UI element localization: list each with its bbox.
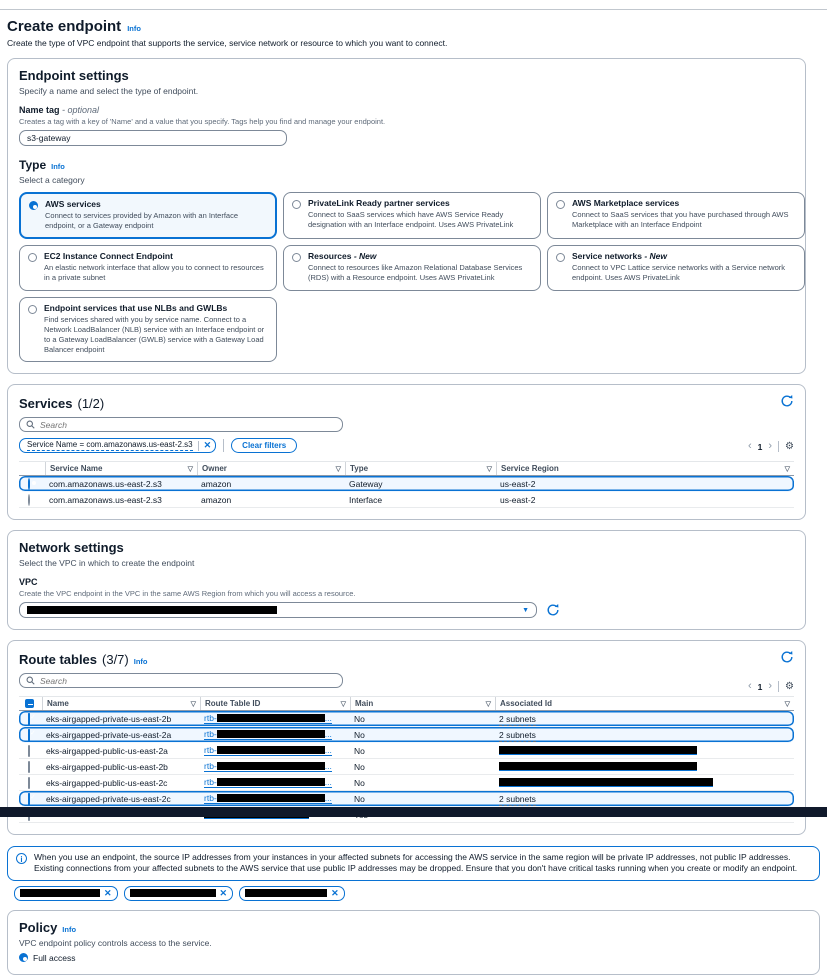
col-type[interactable]: Type ▽ [345,462,496,475]
sort-icon[interactable]: ▽ [340,700,346,708]
filter-divider [223,439,224,452]
sort-icon[interactable]: ▽ [784,700,790,708]
redacted-subnet-id [20,889,100,897]
route-table-row[interactable]: eks-airgapped-public-us-east-2c rtb- ... No [19,775,794,791]
name-tag-input[interactable] [19,130,287,146]
bottom-dark-bar [0,807,827,817]
region-cell: us-east-2 [500,494,536,505]
col-associated-id[interactable]: Associated Id ▽ [495,697,794,710]
radio-icon[interactable] [28,494,30,506]
filter-token-text: Service Name = com.amazonaws.us-east-2.s3 [27,440,193,449]
service-row[interactable] [19,492,794,508]
type-cell: Gateway [349,478,383,489]
service-name-cell: com.amazonaws.us-east-2.s3 [49,494,162,505]
sort-icon[interactable]: ▽ [784,465,790,473]
checkbox-icon[interactable] [28,745,30,757]
tile-title: Service networks - New [572,251,667,262]
type-tile-grid [19,192,809,362]
tile-title: EC2 Instance Connect Endpoint [44,251,173,262]
refresh-icon[interactable] [546,603,560,617]
route-tables-search[interactable] [19,673,343,688]
route-tables-search-input[interactable] [40,676,336,686]
endpoint-settings-title: Endpoint settings [19,68,129,83]
tile-desc: Connect to VPC Lattice service networks with a Service network endpoint. Uses AWS PrivateLink [572,263,786,283]
col-name[interactable]: Name ▽ [42,697,200,710]
vpc-label: VPC [19,577,38,587]
policy-subtitle: VPC endpoint policy controls access to the service. [19,937,212,948]
tile-title: PrivateLink Ready partner services [308,198,450,208]
col-main[interactable]: Main ▽ [350,697,495,710]
route-tables-header [19,696,794,711]
network-settings-subtitle: Select the VPC in which to create the endpoint [19,558,195,568]
name-tag-optional: - optional [62,105,100,115]
main-cell: No [354,729,365,740]
token-dismiss-icon[interactable]: ✕ [331,887,339,898]
subnet-token[interactable] [124,886,234,901]
redacted-associated-id [499,746,697,754]
token-dismiss-icon[interactable]: ✕ [104,887,112,898]
alert-text: When you use an endpoint, the source IP addresses from your instances in your affected subnets for accessing the AWS service in the same region will be private IP addresses, not public IP addresses. Existing connections from your affected subnets to the AWS service that use public IP addresses may be dropped. Ensure that you don't have critical tasks running when you create or modify an endpoint. [34,852,798,874]
refresh-icon[interactable] [780,394,794,408]
tile-desc: Connect to SaaS services that you have purchased through AWS Marketplace with an Interface Endpoint [572,210,789,230]
subnet-count-link[interactable]: 2 subnets [499,713,536,724]
radio-icon [28,253,37,262]
route-name-cell: eks-airgapped-private-us-east-2a [46,729,172,740]
type-tile-aws-services[interactable] [19,192,277,239]
tile-title: Resources - New [308,251,377,262]
token-dismiss-icon[interactable]: ✕ [203,440,212,450]
owner-cell: amazon [201,494,232,505]
type-cell: Interface [349,494,383,505]
network-settings-card [7,530,806,630]
route-name-cell: eks-airgapped-public-us-east-2c [46,777,168,788]
services-title: Services [19,396,73,411]
policy-card [7,910,820,975]
route-tables-card [7,640,806,835]
main-cell: No [354,793,365,804]
policy-title: Policy [19,919,58,935]
gear-icon[interactable]: ⚙ [785,440,794,452]
redacted-vpc-value [27,606,277,614]
tile-desc: Connect to services provided by Amazon with an Interface endpoint, or a Gateway endpoint [45,211,239,231]
subnet-token[interactable] [239,886,345,901]
main-cell: No [354,777,365,788]
subnet-token-row [14,886,827,901]
subnet-count-link[interactable]: 2 subnets [499,793,536,804]
vpc-select[interactable] [19,602,537,618]
full-access-label: Full access [33,952,76,963]
next-page-icon[interactable]: › [768,440,773,452]
radio-icon [28,305,37,314]
checkbox-icon[interactable] [28,761,30,773]
radio-icon [292,253,301,262]
tile-desc: Connect to resources like Amazon Relational Database Services (RDS) with a Resource endpoint. Uses AWS PrivateLink [308,263,523,283]
sort-icon[interactable]: ▽ [190,700,196,708]
services-count: (1/2) [77,396,105,411]
redacted-associated-id [499,762,697,770]
type-label: Type [19,158,47,172]
route-table-row[interactable]: eks-airgapped-public-us-east-2b rtb- ... No [19,759,794,775]
radio-icon [556,200,565,209]
type-info-link[interactable]: Info [51,162,65,171]
checkbox-icon[interactable] [28,793,30,805]
route-name-cell: eks-airgapped-public-us-east-2b [46,761,168,772]
services-search-input[interactable] [40,420,336,430]
checkbox-icon[interactable] [28,713,30,725]
radio-icon [29,201,38,210]
radio-icon[interactable] [28,478,30,490]
gear-icon[interactable]: ⚙ [785,680,794,692]
sort-icon[interactable]: ▽ [486,465,492,473]
owner-cell: amazon [201,478,232,489]
type-tile-resources[interactable] [283,245,541,290]
redacted-subnet-id [245,889,327,897]
current-page[interactable]: 1 [757,441,763,452]
route-name-cell: eks-airgapped-private-us-east-2c [46,793,171,804]
col-service-name[interactable]: Service Name ▽ [45,462,197,475]
sort-icon[interactable]: ▽ [187,465,193,473]
route-name-cell: eks-airgapped-public-us-east-2a [46,745,168,756]
services-card [7,384,806,520]
main-cell: No [354,713,365,724]
type-tile-ec2-instance-connect[interactable] [19,245,277,290]
tile-title: AWS services [45,199,101,209]
redacted-associated-id [499,778,713,786]
route-name-cell: eks-airgapped-private-us-east-2b [46,713,172,724]
route-table-row[interactable]: ✓ eks-airgapped-private-us-east-2b rtb- ... No 2 subnets [19,711,794,727]
prev-page-icon[interactable]: ‹ [747,680,752,692]
route-table-row[interactable]: ✓ eks-airgapped-private-us-east-2c rtb- ... No 2 subnets [19,791,794,807]
clear-filters-button[interactable]: Clear filters [231,438,297,453]
radio-icon [292,200,301,209]
select-column-header [19,462,45,475]
redacted-subnet-id [130,889,216,897]
policy-info-link[interactable]: Info [62,924,77,934]
token-dismiss-icon[interactable]: ✕ [219,887,228,898]
next-page-icon[interactable]: › [768,680,773,692]
type-tile-service-networks[interactable] [547,245,805,290]
page-info-link[interactable]: Info [127,24,141,33]
tile-desc: Connect to SaaS services which have AWS Service Ready designation with an Interface endpoint. Uses AWS PrivateLink [308,210,514,230]
pager-divider [778,681,779,692]
sort-icon[interactable]: ▽ [335,465,341,473]
service-row[interactable] [19,476,794,492]
tile-title: Endpoint services that use NLBs and GWLBs [44,302,228,313]
endpoint-info-alert [7,846,820,881]
pager-divider [778,441,779,452]
route-tables-count: (3/7) [102,652,129,667]
prev-page-icon[interactable]: ‹ [747,440,752,452]
tile-desc: Find services shared with you by service name. Connect to a Network LoadBalancer (NLB) service with an Interface endpoint or to a Gateway LoadBalancer (GWLB) service with a Gateway Load Balancer endpoint [44,314,265,354]
page-title: Create endpoint [7,18,122,35]
tile-title: AWS Marketplace services [572,198,680,208]
subnet-token[interactable] [14,886,118,901]
col-service-region[interactable]: Service Region ▽ [496,462,794,475]
chevron-down-icon: ▼ [522,606,529,614]
type-tile-nlb-gwlb[interactable] [19,297,277,363]
region-cell: us-east-2 [500,478,536,489]
search-icon [26,676,35,685]
col-route-table-id[interactable]: Route Table ID ▽ [200,697,350,710]
endpoint-settings-subtitle: Specify a name and select the type of endpoint. [19,86,199,96]
current-page[interactable]: 1 [757,681,763,692]
tile-desc: An elastic network interface that allow you to connect to resources in a private subnet [44,263,264,283]
checkbox-icon[interactable] [28,729,30,741]
services-table-header [19,461,794,476]
token-separator [198,441,199,451]
main-cell: No [354,761,365,772]
page-subtitle: Create the type of VPC endpoint that supports the service, service network or resource to which you want to connect. [7,38,448,48]
route-table-row[interactable]: eks-airgapped-public-us-east-2a rtb- ... No [19,743,794,759]
type-tile-marketplace[interactable] [547,192,805,239]
radio-icon[interactable] [19,953,28,962]
radio-icon [556,253,565,262]
search-icon [26,420,35,429]
route-tables-info-link[interactable]: Info [133,657,148,666]
name-tag-label: Name tag - optional [19,105,100,115]
endpoint-settings-card [7,58,806,374]
vpc-help: Create the VPC endpoint in the VPC in the same AWS Region from which you will access a resource. [19,589,356,598]
network-settings-title: Network settings [19,540,124,555]
checkbox-icon[interactable] [28,777,30,789]
type-help: Select a category [19,175,85,185]
select-all-checkbox[interactable] [25,699,34,708]
main-cell: No [354,745,365,756]
sort-icon[interactable]: ▽ [485,700,491,708]
type-tile-privatelink-partner[interactable] [283,192,541,239]
service-filter-token[interactable] [19,438,216,453]
col-owner[interactable]: Owner ▽ [197,462,345,475]
services-search[interactable] [19,417,343,432]
info-icon: i [16,853,27,864]
refresh-icon[interactable] [780,650,794,664]
subnet-count-link[interactable]: 2 subnets [499,729,536,740]
service-name-cell: com.amazonaws.us-east-2.s3 [49,478,162,489]
name-tag-help: Creates a tag with a key of 'Name' and a value that you specify. Tags help you find and manage your endpoint. [19,117,386,126]
route-tables-title: Route tables [19,652,98,667]
route-table-row[interactable]: ✓ eks-airgapped-private-us-east-2a rtb- ... No 2 subnets [19,727,794,743]
